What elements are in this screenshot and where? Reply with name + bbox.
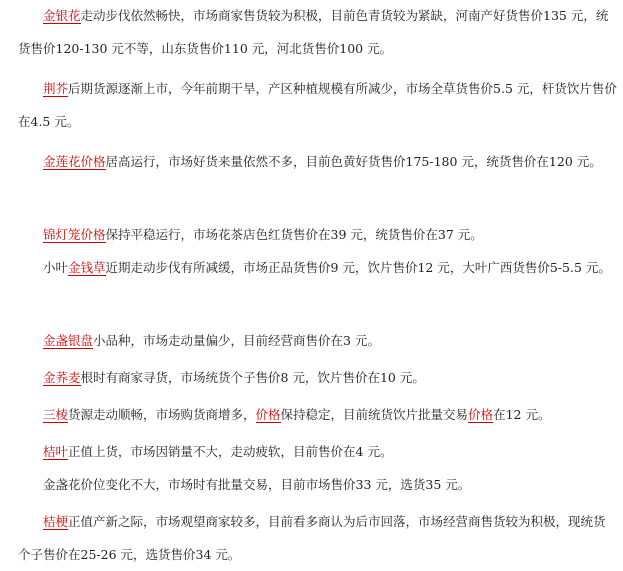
link-jinyinhua[interactable]: 金银花 <box>43 8 81 23</box>
paragraph-sanleng <box>18 399 618 432</box>
paragraph-text: 根时有商家寻货，市场统货个子售价8 元，饮片售价在10 元。 <box>80 370 425 385</box>
paragraph-text: 货源走动顺畅，市场购货商增多， <box>68 407 256 422</box>
paragraph-jinqiaomai <box>18 362 618 395</box>
link-jinlianhua-price[interactable]: 金莲花价格 <box>43 154 106 169</box>
paragraph-jinqiancao <box>18 252 618 317</box>
link-sanleng[interactable]: 三棱 <box>43 407 69 422</box>
paragraph-jinzhanyinpan <box>18 325 618 358</box>
paragraph-jindenglong <box>18 219 618 252</box>
paragraph-jinlianhua <box>18 146 618 211</box>
link-jingjie[interactable]: 荆芥 <box>43 81 69 96</box>
link-jinqiaomai[interactable]: 金荞麦 <box>43 370 81 385</box>
link-price[interactable]: 价格 <box>255 407 281 422</box>
paragraph-text: 近期走动步伐有所减缓，市场正品货售价9 元，饮片售价12 元，大叶广西货售价5-5.5 元。 <box>105 260 611 275</box>
paragraph-text: 金盏花价位变化不大，市场时有批量交易，目前市场售价33 元，选货35 元。 <box>43 477 471 492</box>
link-jiegeng[interactable]: 桔梗 <box>43 514 69 529</box>
link-jinqiancao[interactable]: 金钱草 <box>68 260 106 275</box>
paragraph-jinyinhua <box>18 0 618 65</box>
paragraph-text: 保持稳定，目前统货饮片批量交易 <box>280 407 469 422</box>
paragraph-text: 小品种，市场走动量偏少，目前经营商售价在3 元。 <box>93 333 380 348</box>
paragraph-juye <box>18 436 618 469</box>
article-body <box>18 0 618 571</box>
paragraph-jiegeng <box>18 506 618 571</box>
paragraph-text: 正值产新之际，市场观望商家较多，目前看多商认为后市回落，市场经营商售货较为积极，现统货个子售价在25-26 元，选货售价34 元。 <box>18 514 606 562</box>
paragraph-text: 走动步伐依然畅快，市场商家售货较为积极，目前色青货较为紧缺，河南产好货售价135 元，统货售价120-130 元不等，山东货售价110 元，河北货售价100 元。 <box>18 8 609 56</box>
paragraph-jingjie <box>18 73 618 138</box>
paragraph-text: 正值上货，市场因销量不大，走动疲软，目前售价在4 元。 <box>68 444 393 459</box>
paragraph-text: 保持平稳运行，市场花茶店色红货售价在39 元，统货售价在37 元。 <box>105 227 483 242</box>
paragraph-text: 居高运行，市场好货来量依然不多，目前色黄好货售价175-180 元，统货售价在120 元。 <box>105 154 602 169</box>
paragraph-text: 后期货源逐渐上市，今年前期干旱，产区种植规模有所减少，市场全草货售价5.5 元，杆货饮片售价在4.5 元。 <box>18 81 617 129</box>
link-juye[interactable]: 桔叶 <box>43 444 69 459</box>
link-jinzhanyinpan[interactable]: 金盏银盘 <box>43 333 94 348</box>
paragraph-text: 在12 元。 <box>493 407 551 422</box>
link-jindenglong-price[interactable]: 锦灯笼价格 <box>43 227 106 242</box>
paragraph-jinzhanhua <box>18 469 618 502</box>
link-price[interactable]: 价格 <box>468 407 494 422</box>
paragraph-text: 小叶 <box>43 260 69 275</box>
